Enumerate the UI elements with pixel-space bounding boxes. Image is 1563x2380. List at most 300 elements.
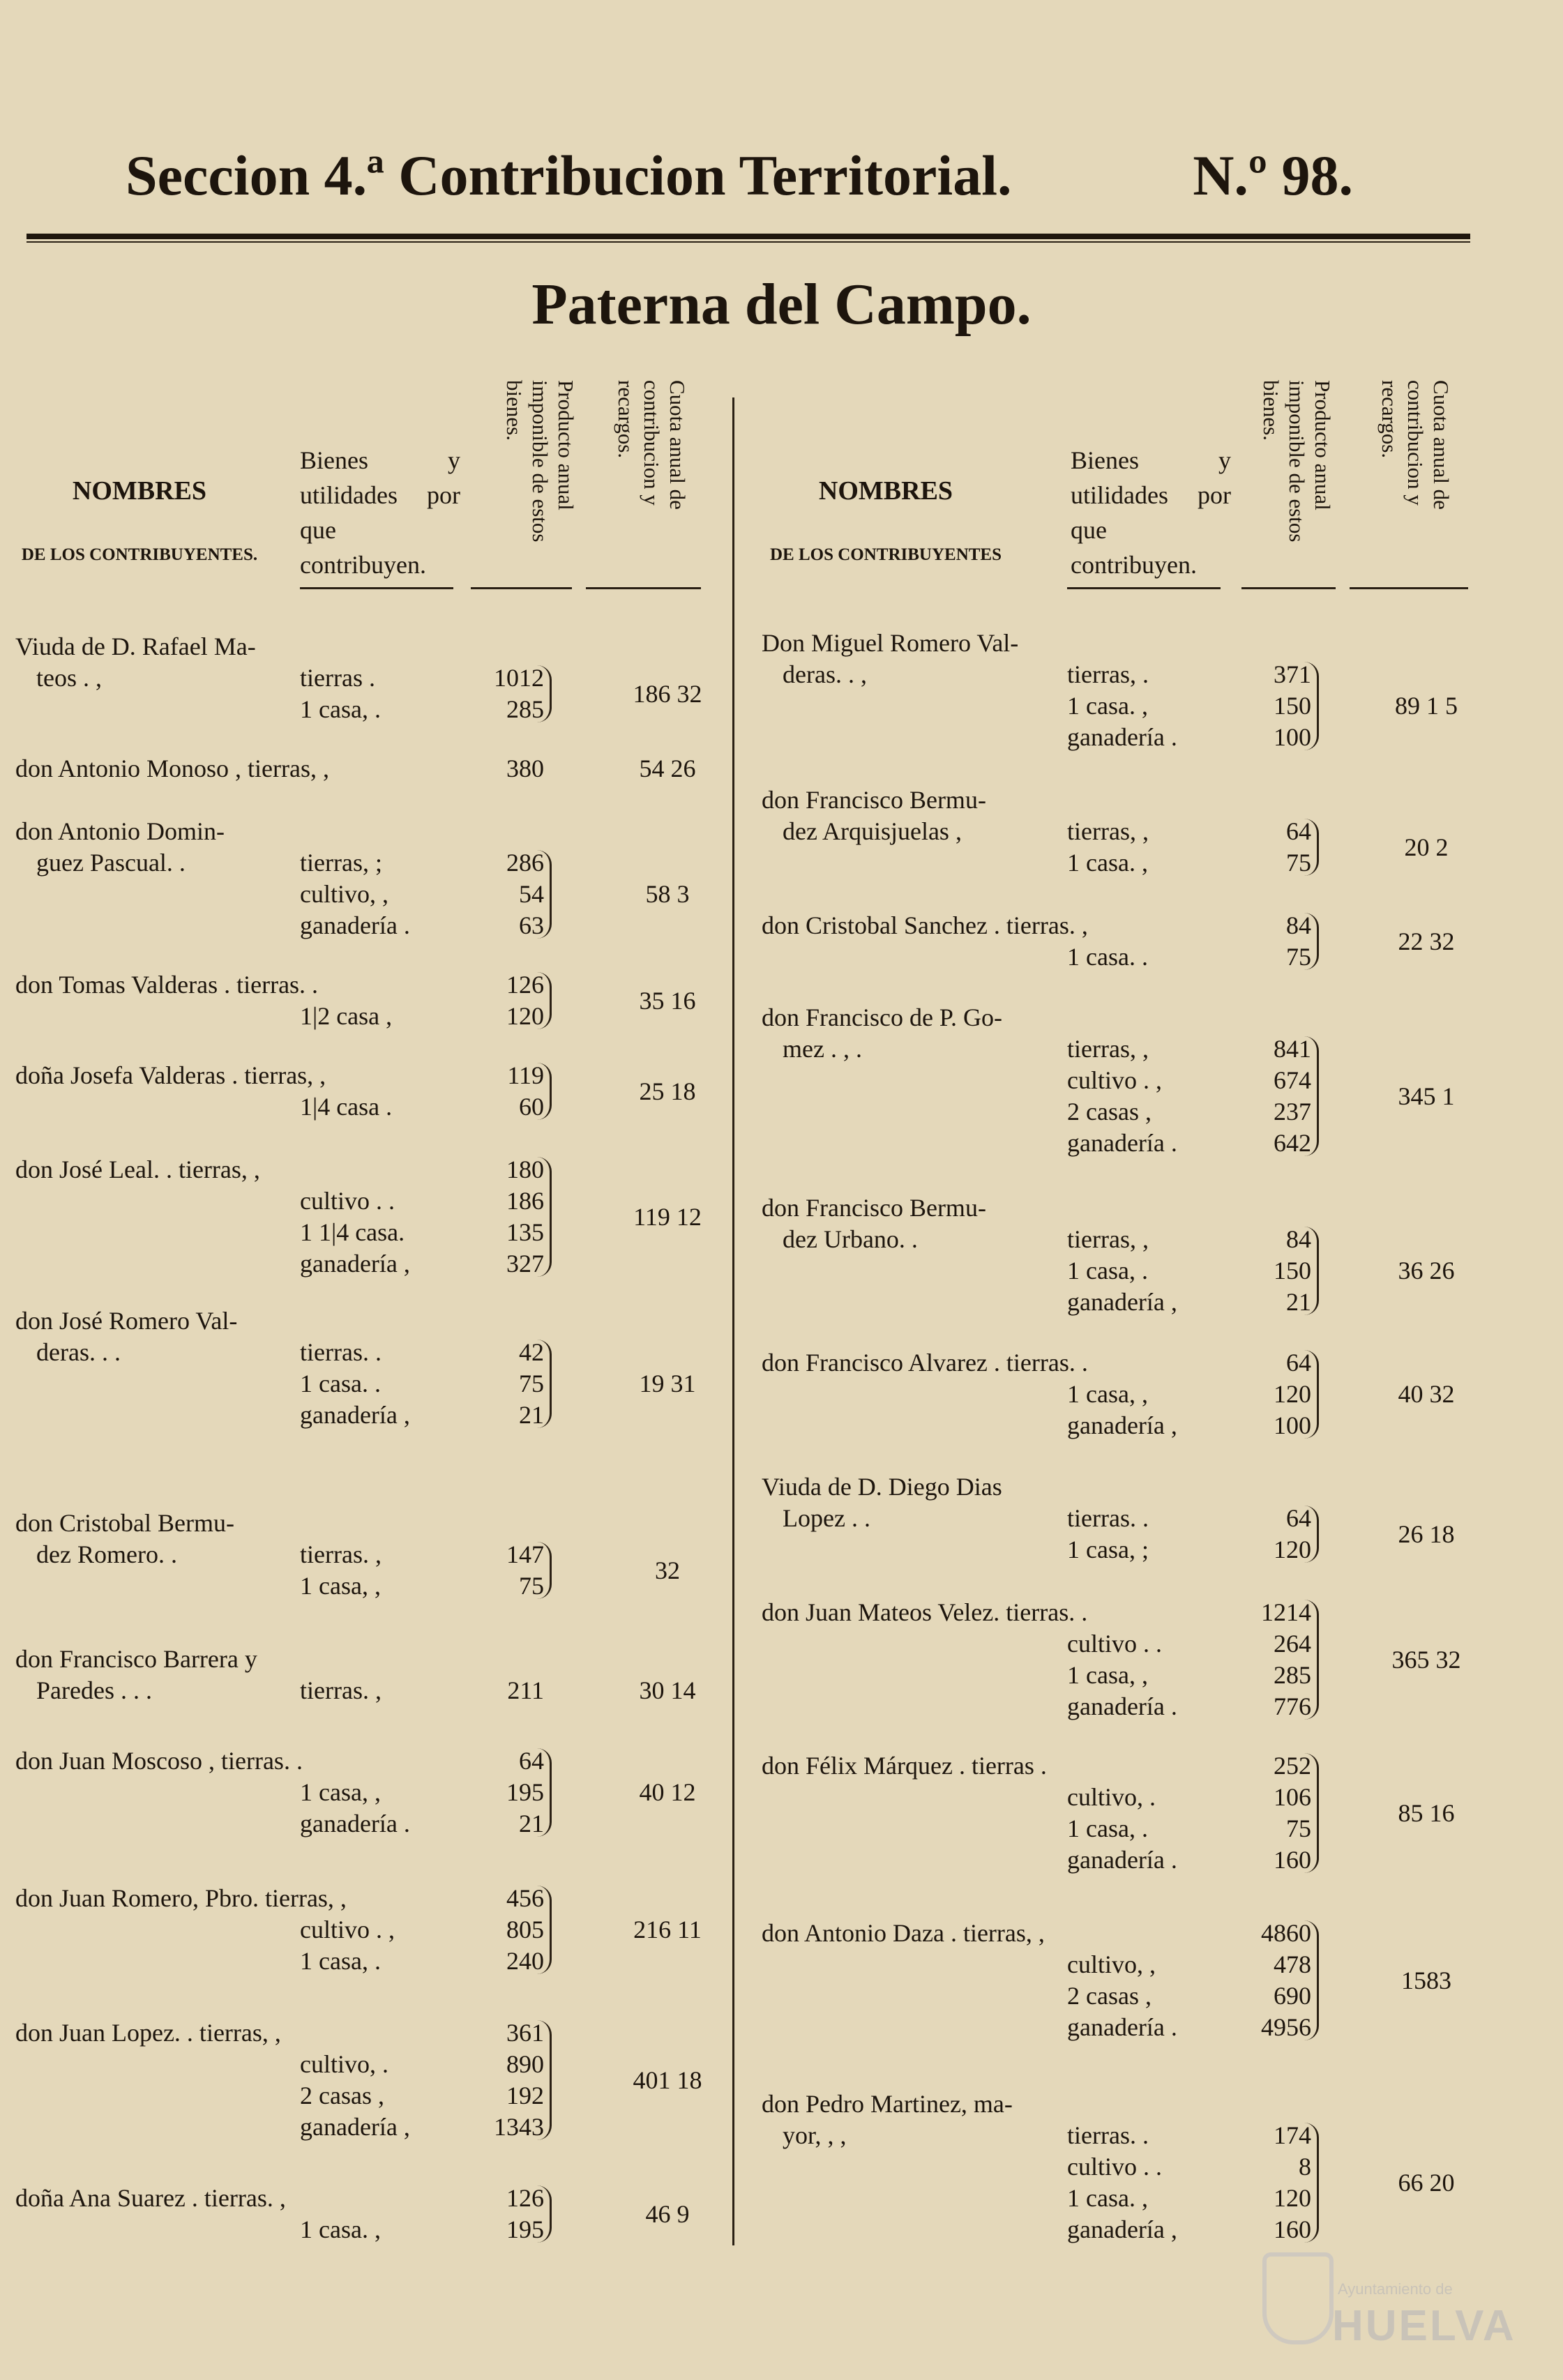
product-value: 805: [506, 1916, 544, 1943]
grouping-brace: [537, 1886, 552, 1974]
property-items: [1067, 659, 1317, 753]
property-label: 1 casa. .: [300, 1370, 381, 1397]
property-items: [300, 1745, 550, 1840]
producto-header-right: Producto anual imponible de estos bienes.: [1259, 380, 1335, 543]
annual-quota: 345 1: [1398, 1082, 1455, 1110]
taxpayer-name: [762, 1347, 1088, 1379]
header-underline: [1067, 587, 1221, 589]
product-value: 371: [1274, 660, 1311, 688]
taxpayer-name: [762, 1192, 1055, 1255]
product-value: 84: [1286, 911, 1311, 939]
property-label: [300, 1060, 460, 1091]
property-item: [1067, 1980, 1317, 2012]
property-item: [1067, 1660, 1317, 1691]
property-label: tierras. .: [1067, 1504, 1149, 1532]
property-item: [300, 1337, 550, 1368]
property-item: [1067, 816, 1317, 847]
product-value: 160: [1274, 1846, 1311, 1874]
name-line-1: don Antonio Domin-: [15, 817, 225, 845]
name-line-2: mez . , .: [783, 1035, 862, 1063]
name-line-1: don Cristobal Sanchez . tierras. ,: [762, 911, 1088, 939]
property-item: [1067, 1379, 1317, 1410]
property-items: [300, 1675, 550, 1706]
taxpayer-name: [15, 1883, 347, 1914]
grouping-brace: [537, 1748, 552, 1837]
header-underline: [1241, 587, 1336, 589]
name-line-2: dez Romero. .: [36, 1540, 177, 1568]
property-item: [300, 1060, 550, 1091]
product-value: 264: [1274, 1630, 1311, 1658]
property-item: [300, 1777, 550, 1808]
product-value: 327: [506, 1250, 544, 1278]
grouping-brace: [537, 972, 552, 1029]
property-item: [1067, 659, 1317, 690]
product-value: 1214: [1261, 1598, 1311, 1626]
grouping-brace: [1304, 1600, 1319, 1720]
product-value: 4860: [1261, 1919, 1311, 1947]
annual-quota: 401 18: [633, 2066, 702, 2094]
property-item: [1067, 1750, 1317, 1782]
name-line-2: Lopez . .: [783, 1504, 870, 1532]
annual-quota: 216 11: [633, 1916, 702, 1943]
property-item: [300, 1675, 550, 1706]
property-item: [300, 1745, 550, 1777]
product-value: 841: [1274, 1035, 1311, 1063]
property-label: tierras, ,: [1067, 1225, 1149, 1253]
taxpayer-name: [15, 2017, 308, 2049]
property-item: [1067, 2183, 1317, 2214]
grouping-brace: [1304, 819, 1319, 876]
taxpayer-name: [15, 631, 308, 694]
product-value: 64: [1286, 817, 1311, 845]
property-item: [300, 1539, 550, 1570]
property-items: [300, 1154, 550, 1280]
name-line-1: don Juan Lopez. . tierras, ,: [15, 2019, 281, 2047]
name-line-1: doña Josefa Valderas . tierras, ,: [15, 1061, 326, 1089]
property-label: tierras. ,: [300, 1676, 382, 1704]
product-value: 186: [506, 1187, 544, 1215]
annual-quota: 32: [655, 1556, 680, 1584]
name-line-1: don Juan Moscoso , tierras. .: [15, 1747, 303, 1775]
property-label: 1|4 casa .: [300, 1093, 393, 1121]
property-item: [1067, 1597, 1317, 1628]
property-label: [300, 2017, 460, 2049]
property-label: ganadería .: [1067, 1692, 1177, 1720]
property-item: [300, 2214, 550, 2245]
property-item: [300, 910, 550, 941]
product-value: 674: [1274, 1066, 1311, 1094]
header-underline: [586, 587, 701, 589]
product-value: 192: [506, 2082, 544, 2109]
grouping-brace: [537, 665, 552, 722]
product-value: 119: [507, 1061, 544, 1089]
product-value: 1012: [494, 664, 544, 692]
property-item: [300, 1091, 550, 1123]
property-label: cultivo, .: [1067, 1783, 1156, 1811]
property-item: [1067, 1287, 1317, 1318]
name-line-1: doña Ana Suarez . tierras. ,: [15, 2184, 286, 2212]
producto-header: Producto anual imponible de estos bienes.: [502, 380, 578, 543]
product-value: 63: [519, 911, 544, 939]
product-value: 75: [1286, 943, 1311, 971]
property-label: ganadería .: [1067, 723, 1177, 751]
taxpayer-name: [15, 1508, 308, 1570]
name-line-1: don José Romero Val-: [15, 1307, 238, 1335]
name-line-1: Don Miguel Romero Val-: [762, 629, 1019, 657]
header-rule-thin: [27, 241, 1470, 243]
product-value: 64: [1286, 1504, 1311, 1532]
property-label: tierras, ,: [1067, 1035, 1149, 1063]
property-item: [300, 879, 550, 910]
property-item: [1067, 1347, 1317, 1379]
product-value: 890: [506, 2050, 544, 2078]
product-value: 75: [519, 1572, 544, 1600]
property-item: [300, 2049, 550, 2080]
product-value: 126: [506, 2184, 544, 2212]
section-header: [126, 143, 1353, 209]
product-value: 120: [1274, 1536, 1311, 1563]
name-line-1: don Francisco Bermu-: [762, 786, 986, 814]
grouping-brace: [1304, 1350, 1319, 1439]
property-label: 1 casa. .: [1067, 943, 1148, 971]
cuota-header: Cuota anual de contribucion y recargos.: [614, 380, 690, 510]
name-line-1: don Francisco Bermu-: [762, 1194, 986, 1222]
names-subheader-right: DE LOS CONTRIBUYENTES: [769, 545, 1002, 564]
property-label: 1 casa, .: [1067, 1814, 1148, 1842]
annual-quota: 40 12: [639, 1778, 696, 1806]
grouping-brace: [537, 2185, 552, 2243]
property-label: 1 casa, ,: [300, 1572, 381, 1600]
name-line-1: don Juan Mateos Velez. tierras. .: [762, 1598, 1088, 1626]
property-label: 1 casa. ,: [300, 2215, 381, 2243]
property-item: [1067, 1065, 1317, 1096]
annual-quota: 66 20: [1398, 2168, 1455, 2197]
product-value: 135: [506, 1218, 544, 1246]
grouping-brace: [1304, 913, 1319, 970]
product-value: 100: [1274, 723, 1311, 751]
annual-quota: 20 2: [1404, 833, 1449, 861]
property-item: [300, 1883, 550, 1914]
annual-quota: 58 3: [645, 880, 690, 908]
property-label: [300, 1154, 460, 1185]
property-label: 2 casas ,: [1067, 1098, 1152, 1125]
coat-of-arms-icon: [1262, 2252, 1334, 2344]
property-items: [1067, 2120, 1317, 2245]
product-value: 8: [1299, 2153, 1311, 2181]
taxpayer-name: [15, 816, 308, 879]
property-label: 2 casas ,: [300, 2082, 384, 2109]
product-value: 195: [506, 1778, 544, 1806]
product-value: 4956: [1261, 2013, 1311, 2041]
name-line-2: dez Arquisjuelas ,: [783, 817, 962, 845]
annual-quota: 89 1 5: [1395, 692, 1458, 720]
property-label: ganadería ,: [300, 1250, 410, 1278]
name-line-1: don Tomas Valderas . tierras. .: [15, 971, 319, 999]
property-label: [1067, 1597, 1228, 1628]
property-items: [1067, 1033, 1317, 1159]
property-item: [300, 2183, 550, 2214]
annual-quota: 22 32: [1398, 927, 1455, 955]
taxpayer-name: [762, 910, 1088, 941]
property-item: [1067, 1628, 1317, 1660]
product-value: 21: [519, 1810, 544, 1837]
property-label: tierras, ,: [1067, 817, 1149, 845]
grouping-brace: [537, 1542, 552, 1599]
property-label: 1 casa, ,: [300, 1778, 381, 1806]
property-label: 1 casa, .: [300, 695, 381, 723]
product-value: 147: [506, 1540, 544, 1568]
product-value: 1343: [494, 2113, 544, 2141]
grouping-brace: [1304, 1920, 1319, 2040]
property-items: [1067, 1503, 1317, 1566]
property-item: [300, 1570, 550, 1602]
product-value: 776: [1274, 1692, 1311, 1720]
grouping-brace: [1304, 1753, 1319, 1873]
product-value: 642: [1274, 1129, 1311, 1157]
property-items: [1067, 1224, 1317, 1318]
property-label: [1067, 1750, 1228, 1782]
property-item: [300, 1808, 550, 1840]
property-label: cultivo . ,: [300, 1916, 395, 1943]
property-item: [300, 969, 550, 1001]
property-label: cultivo . .: [300, 1187, 395, 1215]
property-item: [300, 1154, 550, 1185]
property-items: [1067, 816, 1317, 879]
property-item: [300, 1248, 550, 1280]
property-items: [300, 847, 550, 941]
name-line-1: don José Leal. . tierras, ,: [15, 1155, 260, 1183]
taxpayer-name: [15, 1745, 308, 1777]
property-label: ganadería .: [300, 1810, 410, 1837]
property-item: [300, 2112, 550, 2143]
property-item: [1067, 1813, 1317, 1844]
name-line-2: Paredes . . .: [36, 1676, 152, 1704]
grouping-brace: [537, 1340, 552, 1428]
annual-quota: 54 26: [639, 755, 696, 782]
property-label: [1067, 910, 1228, 941]
property-items: [300, 1337, 550, 1431]
product-value: 456: [506, 1884, 544, 1912]
header-rule: [27, 234, 1470, 239]
taxpayer-name: [762, 785, 1055, 847]
name-line-2: deras. . ,: [783, 660, 867, 688]
section-number: N.º 98.: [1193, 144, 1353, 207]
product-value: 42: [519, 1338, 544, 1366]
product-value: 126: [506, 971, 544, 999]
property-items: [300, 2017, 550, 2143]
property-label: cultivo, .: [300, 2050, 388, 2078]
taxpayer-name: [15, 753, 329, 785]
product-value: 75: [519, 1370, 544, 1397]
property-items: [300, 1539, 550, 1602]
property-label: [300, 2183, 460, 2214]
name-line-1: don Antonio Monoso , tierras, ,: [15, 755, 329, 782]
grouping-brace: [1304, 2123, 1319, 2243]
property-label: tierras. ,: [300, 1540, 382, 1568]
property-item: [1067, 2151, 1317, 2183]
name-line-2: teos . ,: [36, 664, 102, 692]
property-item: [300, 1217, 550, 1248]
property-label: 1 casa, ;: [1067, 1536, 1149, 1563]
header-underline: [1350, 587, 1468, 589]
property-label: ganadería ,: [300, 1401, 410, 1429]
property-item: [1067, 1128, 1317, 1159]
property-label: cultivo . .: [1067, 1630, 1162, 1658]
taxpayer-name: [15, 969, 319, 1001]
column-divider: [732, 397, 734, 2245]
property-items: [300, 662, 550, 725]
product-value: 54: [519, 880, 544, 908]
product-value: 285: [506, 695, 544, 723]
product-value: 75: [1286, 849, 1311, 877]
product-value: 690: [1274, 1982, 1311, 2010]
property-label: 1 casa, .: [300, 1947, 381, 1975]
property-items: [300, 969, 550, 1032]
property-label: tierras, .: [1067, 660, 1149, 688]
watermark-big: HUELVA: [1332, 2302, 1516, 2350]
product-value: 180: [506, 1155, 544, 1183]
property-label: 1 casa. ,: [1067, 692, 1148, 720]
archive-watermark: [1255, 2242, 1516, 2360]
names-subheader: DE LOS CONTRIBUYENTES.: [21, 545, 258, 564]
property-items: [1067, 1347, 1317, 1441]
property-item: [1067, 1949, 1317, 1980]
annual-quota: 25 18: [639, 1077, 696, 1105]
property-label: tierras. .: [1067, 2121, 1149, 2149]
property-item: [1067, 690, 1317, 722]
property-item: [1067, 1410, 1317, 1441]
annual-quota: 19 31: [639, 1370, 696, 1397]
product-value: 252: [1274, 1752, 1311, 1780]
grouping-brace: [1304, 1036, 1319, 1156]
annual-quota: 1583: [1401, 1966, 1451, 1994]
taxpayer-name: [15, 2183, 308, 2214]
property-label: ganadería ,: [1067, 2215, 1177, 2243]
header-underline: [300, 587, 453, 589]
product-value: 120: [506, 1002, 544, 1030]
property-label: 1|2 casa ,: [300, 1002, 393, 1030]
names-header: NOMBRES: [72, 476, 207, 506]
product-value: 75: [1286, 1814, 1311, 1842]
name-line-1: don Francisco Barrera y: [15, 1645, 257, 1673]
bienes-header: Bienes y utilidades por que contribuyen.: [300, 446, 460, 579]
property-item: [1067, 1844, 1317, 1876]
property-label: tierras .: [300, 664, 375, 692]
property-label: ganadería .: [300, 911, 410, 939]
property-items: [300, 2183, 550, 2245]
grouping-brace: [537, 1157, 552, 1277]
property-item: [300, 847, 550, 879]
property-label: tierras, ;: [300, 849, 382, 877]
property-label: 1 casa, ,: [1067, 1380, 1148, 1408]
grouping-brace: [537, 2020, 552, 2140]
property-item: [1067, 1534, 1317, 1566]
name-line-1: don Félix Márquez . tierras .: [762, 1752, 1047, 1780]
property-items: [300, 1883, 550, 1977]
property-item: [1067, 2214, 1317, 2245]
property-label: cultivo . .: [1067, 2153, 1162, 2181]
product-value: 361: [506, 2019, 544, 2047]
product-value: 160: [1274, 2215, 1311, 2243]
name-line-2: yor, , ,: [783, 2121, 847, 2149]
product-value: 150: [1274, 692, 1311, 720]
name-line-2: dez Urbano. .: [783, 1225, 918, 1253]
taxpayer-name: [762, 628, 1055, 690]
grouping-brace: [537, 1063, 552, 1120]
property-item: [1067, 1691, 1317, 1722]
product-value: 21: [519, 1401, 544, 1429]
property-item: [1067, 910, 1317, 941]
product-value: 237: [1274, 1098, 1311, 1125]
property-item: [1067, 941, 1317, 973]
taxpayer-name: [762, 1918, 1055, 1949]
property-item: [1067, 1096, 1317, 1128]
property-items: [300, 1060, 550, 1123]
product-value: 211: [507, 1676, 544, 1704]
property-label: ganadería .: [1067, 1129, 1177, 1157]
property-item: [1067, 722, 1317, 753]
product-value: 285: [1274, 1661, 1311, 1689]
property-items: [1067, 1918, 1317, 2043]
grouping-brace: [1304, 1506, 1319, 1563]
property-label: ganadería ,: [1067, 1411, 1177, 1439]
grouping-brace: [1304, 662, 1319, 750]
annual-quota: 85 16: [1398, 1798, 1455, 1827]
property-item: [300, 1368, 550, 1400]
property-label: 1 1|4 casa.: [300, 1218, 405, 1246]
property-item: [1067, 1255, 1317, 1287]
product-value: 106: [1274, 1783, 1311, 1811]
taxpayer-name: [15, 1644, 308, 1706]
property-label: [1067, 1918, 1228, 1949]
property-label: [1067, 1347, 1228, 1379]
taxpayer-name: [15, 1060, 326, 1091]
name-line-1: don Juan Romero, Pbro. tierras, ,: [15, 1884, 347, 1912]
property-label: ganadería ,: [300, 2113, 410, 2141]
property-label: 1 casa. ,: [1067, 849, 1148, 877]
property-label: 1 casa, .: [1067, 1257, 1148, 1284]
taxpayer-name: [762, 1471, 1055, 1534]
product-value: 64: [1286, 1349, 1311, 1377]
annual-quota: 26 18: [1398, 1519, 1455, 1548]
product-value: 150: [1274, 1257, 1311, 1284]
property-label: 2 casas ,: [1067, 1982, 1152, 2010]
property-label: 1 casa, ,: [1067, 1661, 1148, 1689]
product-value: 240: [506, 1947, 544, 1975]
property-label: ganadería .: [1067, 1846, 1177, 1874]
property-items: [1067, 910, 1317, 973]
product-value: 84: [1286, 1225, 1311, 1253]
name-line-1: don Francisco Alvarez . tierras. .: [762, 1349, 1088, 1377]
name-line-1: don Pedro Martinez, ma-: [762, 2090, 1013, 2118]
property-items: [1067, 1597, 1317, 1722]
property-item: [1067, 1503, 1317, 1534]
property-item: [300, 694, 550, 725]
property-item: [1067, 1918, 1317, 1949]
name-line-1: Viuda de D. Diego Dias: [762, 1473, 1002, 1501]
property-item: [1067, 2120, 1317, 2151]
product-value: 120: [1274, 2184, 1311, 2212]
place-title: Paterna del Campo.: [531, 272, 1032, 337]
property-label: 1 casa. ,: [1067, 2184, 1148, 2212]
property-label: tierras. .: [300, 1338, 382, 1366]
product-value: 174: [1274, 2121, 1311, 2149]
name-line-1: Viuda de D. Rafael Ma-: [15, 632, 256, 660]
property-item: [1067, 1033, 1317, 1065]
watermark-small: Ayuntamiento de: [1338, 2280, 1453, 2298]
grouping-brace: [1304, 1227, 1319, 1315]
property-label: [300, 1883, 460, 1914]
